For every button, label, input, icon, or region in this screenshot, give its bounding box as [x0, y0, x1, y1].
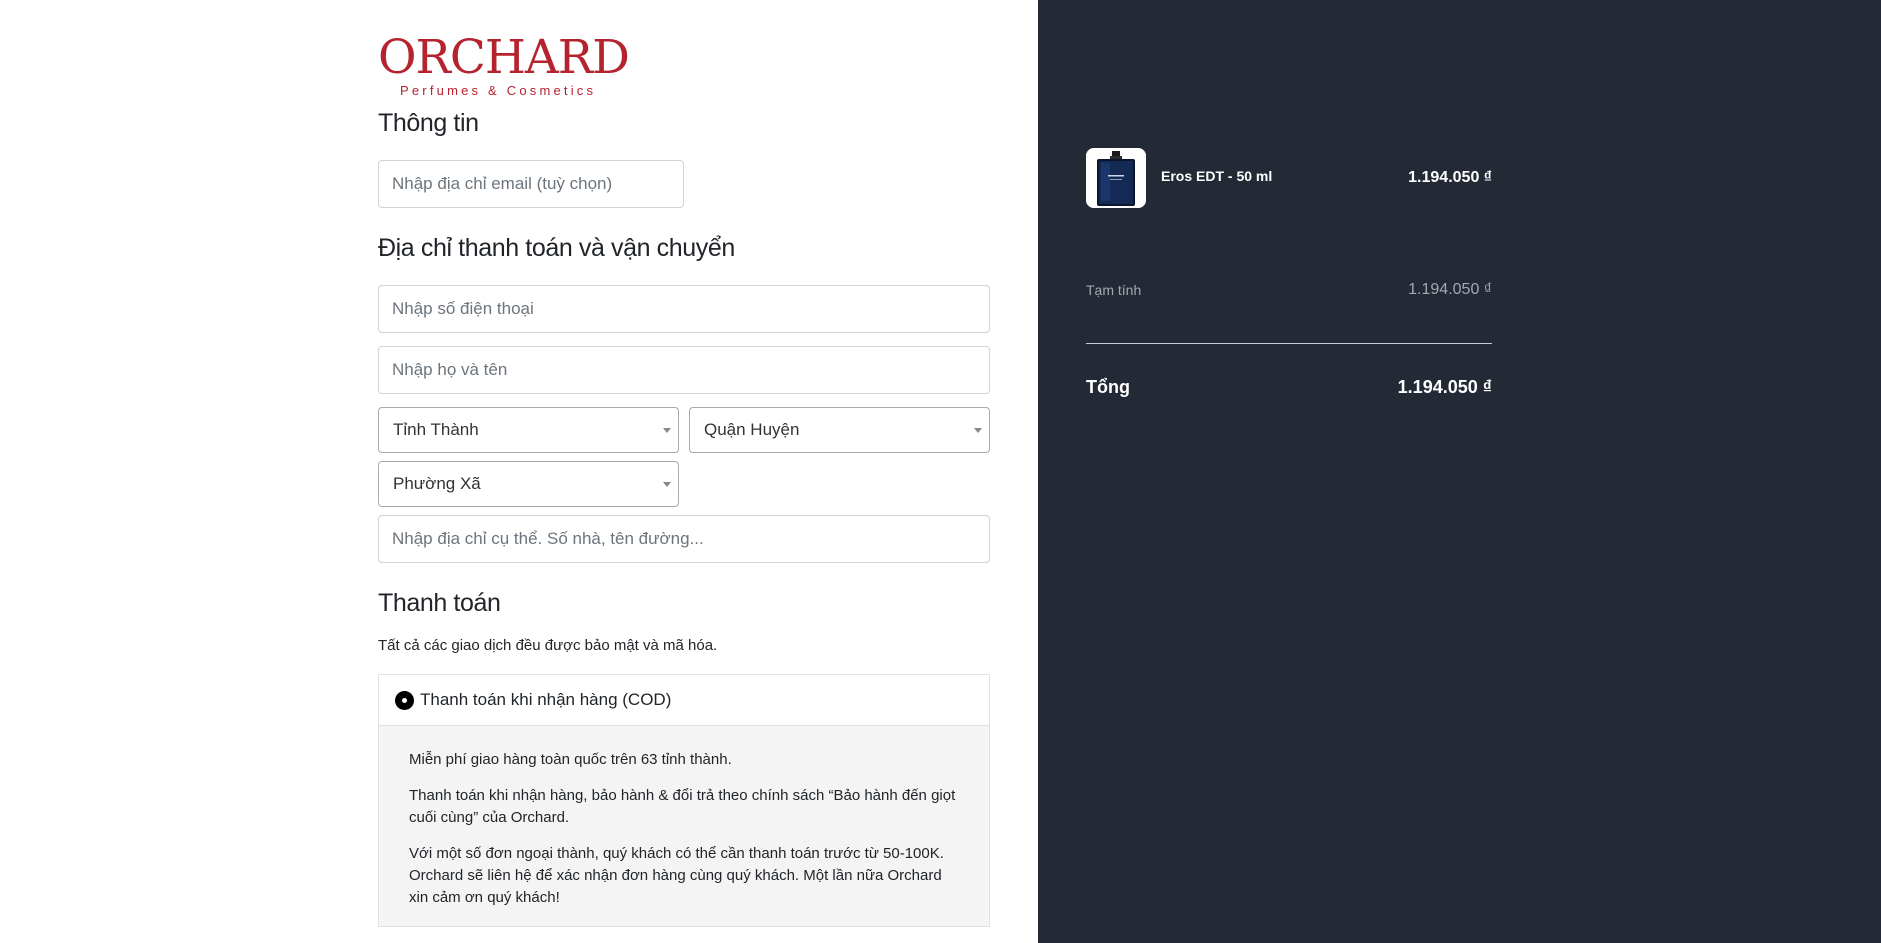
- province-select-value: Tỉnh Thành: [393, 420, 479, 439]
- cart-item-name: Eros EDT - 50 ml: [1161, 168, 1273, 184]
- email-field[interactable]: [378, 160, 684, 208]
- payment-detail-text: Với một số đơn ngoại thành, quý khách có thể cần thanh toán trước từ 50-100K. Orchard sẽ liên hệ để xác nhận đơn hàng cùng quý khách. Một lần nữa Orchard xin cảm ơn quý khách!: [409, 845, 944, 906]
- total-value: 1.194.050 ₫: [1397, 377, 1492, 397]
- subtotal-label: Tạm tính: [1086, 282, 1142, 298]
- brand-logo-tagline: Perfumes & Cosmetics: [400, 83, 597, 98]
- payment-methods: [378, 674, 990, 927]
- info-section-title: Thông tin: [378, 109, 479, 137]
- order-summary-panel: [1038, 0, 1881, 943]
- province-select[interactable]: [378, 407, 679, 453]
- payment-detail-text: Miễn phí giao hàng toàn quốc trên 63 tỉnh thành.: [409, 751, 732, 768]
- phone-field[interactable]: [378, 285, 990, 333]
- address-section-title: Địa chỉ thanh toán và vận chuyển: [378, 234, 735, 262]
- payment-section-title: Thanh toán: [378, 589, 501, 617]
- district-select-value: Quận Huyện: [704, 420, 800, 439]
- payment-security-note: Tất cả các giao dịch đều được bảo mật và mã hóa.: [378, 637, 718, 654]
- total-label: Tổng: [1086, 377, 1130, 397]
- payment-method-label: Thanh toán khi nhận hàng (COD): [420, 690, 672, 709]
- street-address-field[interactable]: [378, 515, 990, 563]
- cart-item-price: 1.194.050 ₫: [1408, 169, 1492, 186]
- perfume-bottle-icon: [1086, 148, 1146, 208]
- chevron-down-icon: [663, 428, 671, 433]
- payment-method-cod[interactable]: [379, 675, 989, 726]
- brand-logo[interactable]: [378, 30, 629, 98]
- fullname-field[interactable]: [378, 346, 990, 394]
- radio-selected-icon[interactable]: [395, 691, 414, 710]
- brand-logo-wordmark: ORCHARD: [378, 30, 629, 85]
- summary-divider: [1086, 343, 1492, 344]
- ward-select[interactable]: [378, 461, 679, 507]
- chevron-down-icon: [663, 482, 671, 487]
- payment-method-details: [379, 726, 989, 927]
- ward-select-value: Phường Xã: [393, 474, 481, 493]
- payment-detail-text: Thanh toán khi nhận hàng, bảo hành & đổi trả theo chính sách “Bảo hành đến giọt cuối cùng” của Orchard.: [409, 787, 956, 826]
- district-select[interactable]: [689, 407, 990, 453]
- subtotal-value: 1.194.050 ₫: [1408, 281, 1492, 298]
- chevron-down-icon: [974, 428, 982, 433]
